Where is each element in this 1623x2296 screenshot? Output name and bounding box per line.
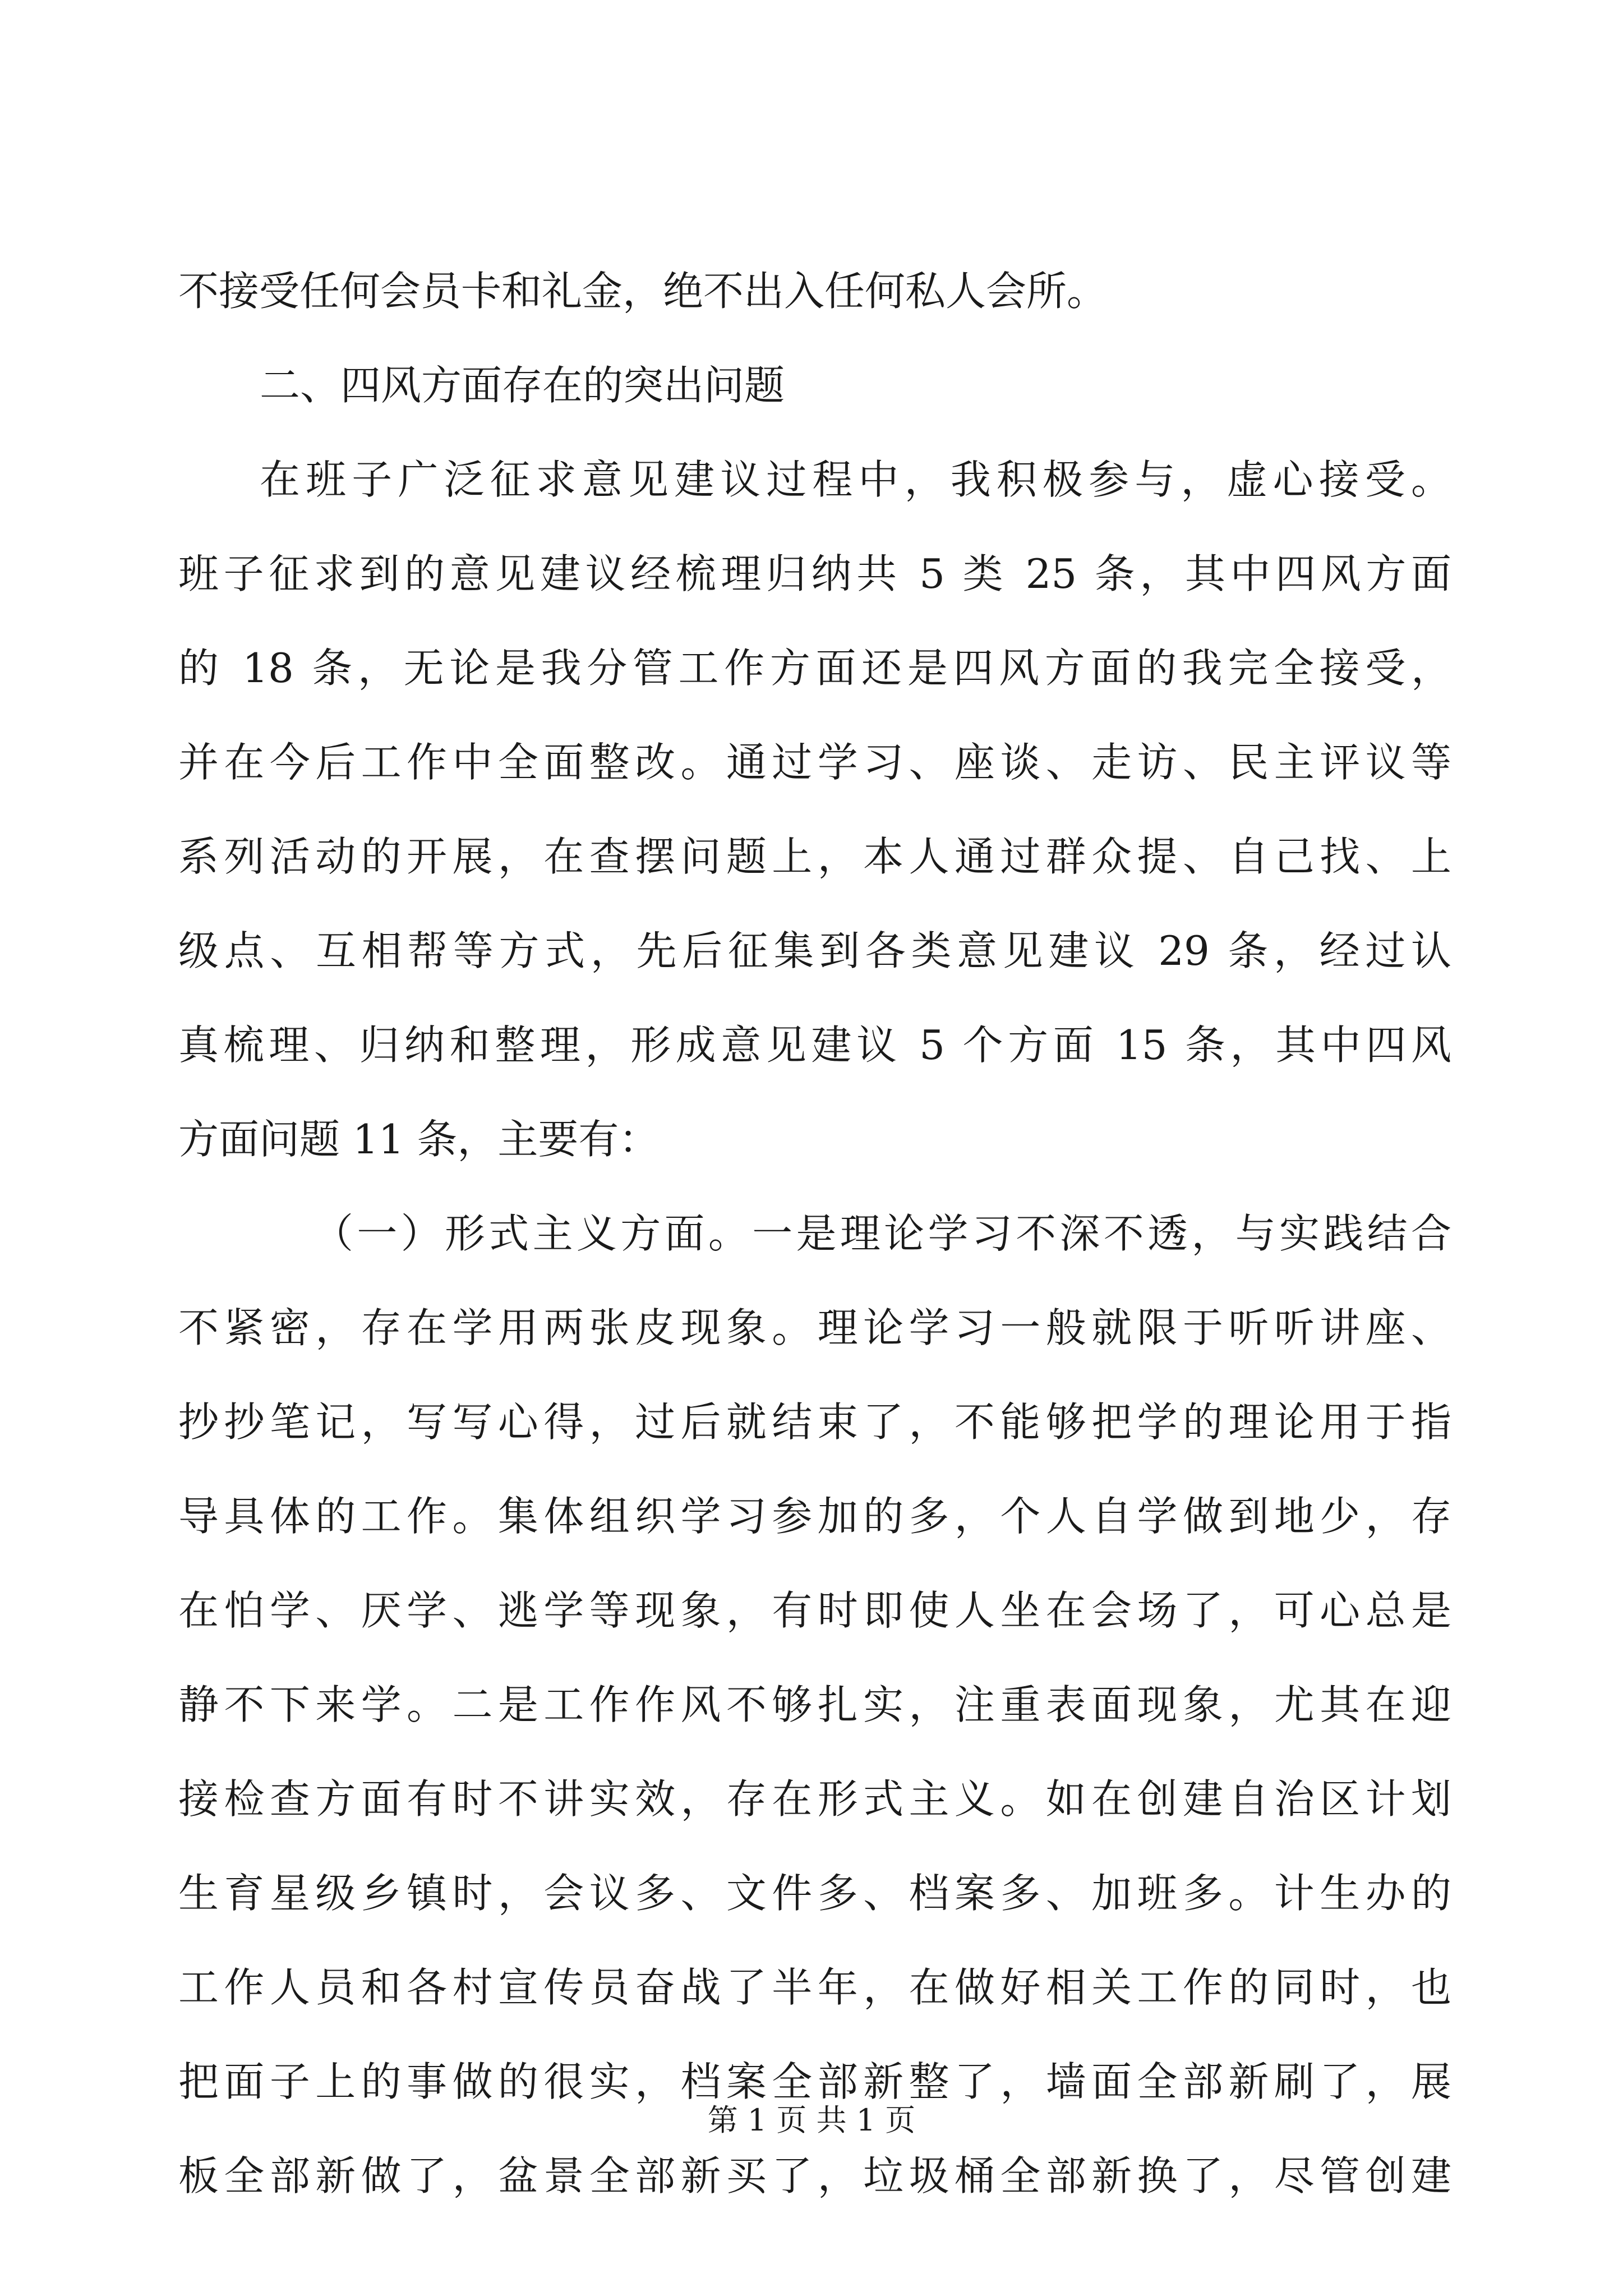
paragraph-line: （一）形式主义方面。一是理论学习不深不透，与实践结合 <box>313 1210 1451 1257</box>
paragraph-line: 接检查方面有时不讲实效，存在形式主义。如在创建自治区计划 <box>178 1775 1451 1823</box>
paragraph-line: 方面问题 11 条，主要有： <box>178 1116 660 1163</box>
page-footer <box>0 2098 1623 2143</box>
page-number-label: 第 1 页 共 1 页 <box>707 2102 916 2138</box>
paragraph-line: 班子征求到的意见建议经梳理归纳共 5 类 25 条，其中四风方面 <box>178 550 1451 597</box>
paragraph-line: 抄抄笔记，写写心得，过后就结束了，不能够把学的理论用于指 <box>178 1398 1451 1446</box>
document-body <box>178 244 1451 2223</box>
paragraph-line: 级点、互相帮等方式，先后征集到各类意见建议 29 条，经过认 <box>178 927 1451 974</box>
paragraph-line: 真梳理、归纳和整理，形成意见建议 5 个方面 15 条，其中四风 <box>178 1022 1451 1069</box>
paragraph-line: 的 18 条，无论是我分管工作方面还是四风方面的我完全接受， <box>178 645 1451 692</box>
paragraph-line: 把面子上的事做的很实，档案全部新整了，墙面全部新刷了，展 <box>178 2058 1451 2105</box>
paragraph-line: 静不下来学。二是工作作风不够扎实，注重表面现象，尤其在迎 <box>178 1681 1451 1728</box>
paragraph-line: 系列活动的开展，在查摆问题上，本人通过群众提、自己找、上 <box>178 833 1451 880</box>
paragraph-line: 在班子广泛征求意见建议过程中，我积极参与，虚心接受。 <box>260 456 1451 503</box>
paragraph-line: 并在今后工作中全面整改。通过学习、座谈、走访、民主评议等 <box>178 739 1451 786</box>
paragraph-line: 工作人员和各村宣传员奋战了半年，在做好相关工作的同时，也 <box>178 1964 1451 2011</box>
paragraph-line: 在怕学、厌学、逃学等现象，有时即使人坐在会场了，可心总是 <box>178 1587 1451 1634</box>
section-heading: 二、四风方面存在的突出问题 <box>260 362 785 409</box>
text-line: 不接受任何会员卡和礼金，绝不出入任何私人会所。 <box>178 268 1108 315</box>
paragraph-line: 板全部新做了，盆景全部新买了，垃圾桶全部新换了，尽管创建 <box>178 2152 1451 2200</box>
paragraph-line: 导具体的工作。集体组织学习参加的多，个人自学做到地少，存 <box>178 1493 1451 1540</box>
paragraph-line: 生育星级乡镇时，会议多、文件多、档案多、加班多。计生办的 <box>178 1870 1451 1917</box>
paragraph-line: 不紧密，存在学用两张皮现象。理论学习一般就限于听听讲座、 <box>178 1304 1451 1351</box>
